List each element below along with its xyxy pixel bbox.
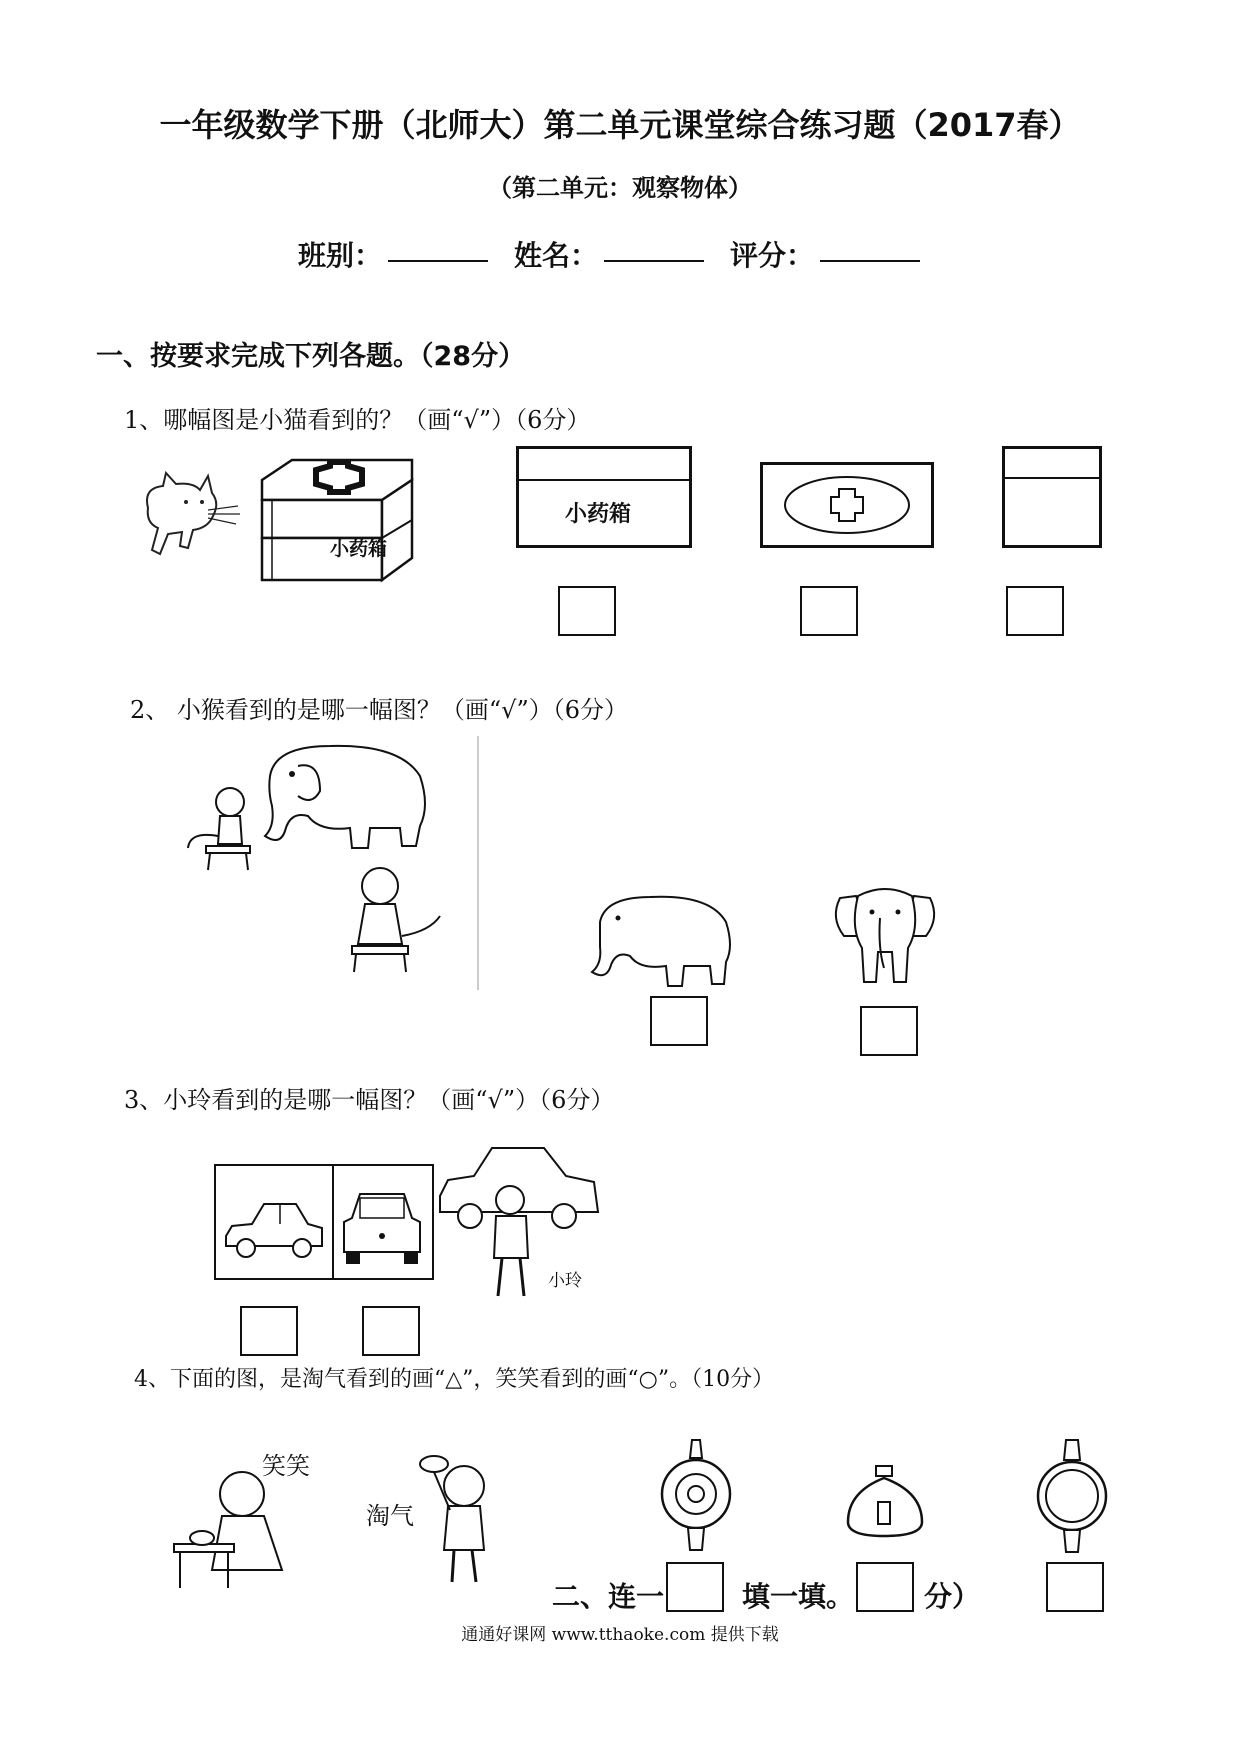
name-label: 姓名： <box>514 239 599 272</box>
xiaoxiao-label: 笑笑 <box>262 1452 310 1480</box>
q4-text: 4、下面的图，是淘气看到的画“△”，笑笑看到的画“○”。（10分） <box>134 1367 775 1392</box>
q3-answer-box-1[interactable] <box>240 1306 298 1356</box>
option3-side-view <box>1002 446 1102 548</box>
q4-answer-box-1[interactable] <box>666 1562 724 1612</box>
xiaoxiao-at-table <box>172 1464 312 1594</box>
medicine-box-3d <box>258 458 418 583</box>
xiaoling-car-scene <box>434 1136 614 1311</box>
score-field[interactable] <box>820 234 920 262</box>
q1-answer-box-2[interactable] <box>800 586 858 636</box>
student-info-row <box>298 234 946 274</box>
teapot-front-view <box>840 1462 930 1542</box>
q3-answer-box-2[interactable] <box>362 1306 420 1356</box>
taoqi-standing <box>410 1450 510 1590</box>
cat-drawing <box>138 468 258 568</box>
option1-label: 小药箱 <box>565 502 632 527</box>
q2-text: 2、 小猴看到的是哪一幅图？（画“√”）（6分） <box>130 696 628 724</box>
page-subtitle: （第二单元：观察物体） <box>488 174 752 202</box>
section2-heading-part3: 分） <box>924 1580 981 1613</box>
q1-text: 1、哪幅图是小猫看到的？（画“√”）（6分） <box>124 406 591 434</box>
page-title: 一年级数学下册（北师大）第二单元课堂综合练习题（2017春） <box>159 106 1081 144</box>
footer-credit: 通通好课网 www.tthaoke.com 提供下载 <box>461 1625 779 1645</box>
score-label: 评分： <box>730 239 815 272</box>
q2-answer-box-1[interactable] <box>650 996 708 1046</box>
q3-text: 3、小玲看到的是哪一幅图？（画“√”）（6分） <box>124 1086 615 1114</box>
car-views-frame <box>214 1164 434 1280</box>
section2-heading-part2: 填一填。 <box>742 1580 855 1613</box>
option2-top-view <box>760 462 934 548</box>
q2-answer-box-2[interactable] <box>860 1006 918 1056</box>
teapot-top-view <box>656 1436 736 1558</box>
car-back-view <box>338 1188 426 1268</box>
q1-answer-box-1[interactable] <box>558 586 616 636</box>
elephant-side-view <box>580 892 740 992</box>
q1-answer-box-3[interactable] <box>1006 586 1064 636</box>
car-side-view <box>222 1196 326 1262</box>
section1-heading: 一、按要求完成下列各题。（28分） <box>96 341 526 372</box>
section2-heading-part1: 二、连一 <box>552 1580 665 1613</box>
medicine-box-label: 小药箱 <box>330 538 388 560</box>
class-field[interactable] <box>388 234 488 262</box>
scene-elephant-monkeys <box>180 736 480 991</box>
class-label: 班别： <box>298 239 383 272</box>
elephant-front-view <box>820 878 950 988</box>
q4-answer-box-2[interactable] <box>856 1562 914 1612</box>
xiaoling-label: 小玲 <box>548 1271 582 1291</box>
option1-front-view <box>516 446 692 548</box>
teapot-bottom-view <box>1034 1436 1110 1558</box>
q4-answer-box-3[interactable] <box>1046 1562 1104 1612</box>
name-field[interactable] <box>604 234 704 262</box>
taoqi-label: 淘气 <box>366 1502 414 1530</box>
